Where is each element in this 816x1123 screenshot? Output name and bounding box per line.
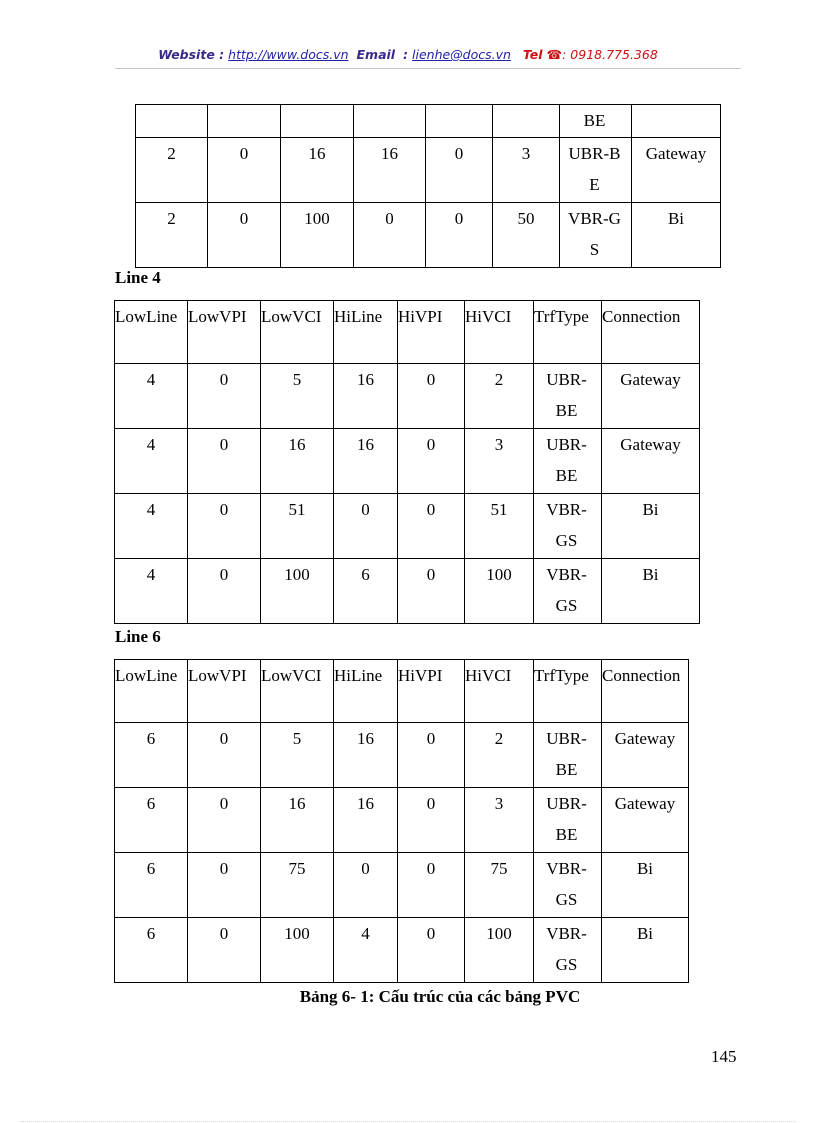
table-cell: 6: [115, 918, 188, 983]
table-cell: Bi: [602, 494, 700, 559]
pvc-table-continued: [135, 104, 721, 268]
table-cell: 0: [398, 723, 465, 788]
header-cell: HiLine: [334, 660, 398, 723]
table-cell: 6: [334, 559, 398, 624]
table-cell: 5: [261, 723, 334, 788]
header-cell: LowVPI: [188, 301, 261, 364]
table-cell: 16: [334, 429, 398, 494]
table-cell: Bi: [602, 853, 689, 918]
table-cell: UBR-BE: [534, 429, 602, 494]
table-cell: 16: [261, 429, 334, 494]
table-cell: 100: [281, 203, 354, 268]
email-separator: :: [403, 47, 409, 62]
table-cell: 0: [188, 559, 261, 624]
table-cell: 0: [426, 203, 493, 268]
table-row: [115, 723, 689, 788]
pvc-table-line4: [114, 300, 700, 624]
table-cell: 0: [208, 138, 281, 203]
table-cell: 2: [136, 138, 208, 203]
table-cell: 75: [465, 853, 534, 918]
line4-title: Line 4: [115, 268, 161, 287]
header-cell: LowLine: [115, 301, 188, 364]
header-cell: HiVPI: [398, 660, 465, 723]
table-row: [115, 788, 689, 853]
table-cell: [493, 105, 560, 138]
table-cell: 51: [465, 494, 534, 559]
pvc-table-line6: [114, 659, 689, 983]
table-cell: 0: [398, 494, 465, 559]
table-cell: 0: [398, 364, 465, 429]
header-cell: Connection: [602, 660, 689, 723]
table-cell: VBR-GS: [534, 559, 602, 624]
table-cell: VBR-GS: [534, 918, 602, 983]
table-cell: 0: [426, 138, 493, 203]
header-cell: HiVCI: [465, 660, 534, 723]
table-cell: UBR-BE: [534, 364, 602, 429]
header-row: [115, 660, 689, 723]
table-cell: Gateway: [602, 429, 700, 494]
table-row: [115, 429, 700, 494]
website-label: Website :: [158, 47, 225, 62]
table-cell: Bi: [602, 559, 700, 624]
table-cell: 0: [334, 853, 398, 918]
table-cell: 16: [334, 364, 398, 429]
header-row: [115, 301, 700, 364]
table-row: [115, 494, 700, 559]
table-cell: 4: [115, 559, 188, 624]
table-cell: 0: [188, 788, 261, 853]
table-cell: Bi: [602, 918, 689, 983]
table-cell: 16: [281, 138, 354, 203]
table-cell: 0: [188, 494, 261, 559]
tel-label: Tel: [522, 47, 543, 62]
header-cell: LowVCI: [261, 660, 334, 723]
table-cell: 0: [188, 918, 261, 983]
table-cell: [281, 105, 354, 138]
table-row: [136, 138, 721, 203]
table-cell: 100: [261, 918, 334, 983]
table-cell: 0: [188, 853, 261, 918]
line6-title: Line 6: [115, 627, 161, 646]
table-row: [115, 853, 689, 918]
table-cell: 0: [208, 203, 281, 268]
table-cell: 4: [115, 429, 188, 494]
table-caption: Bảng 6- 1: Cấu trúc của các bảng PVC: [299, 987, 581, 1006]
table-cell: 6: [115, 723, 188, 788]
table-cell: 0: [398, 788, 465, 853]
table-cell: VBR-GS: [534, 853, 602, 918]
header-cell: HiVPI: [398, 301, 465, 364]
table-cell: 4: [115, 364, 188, 429]
table-cell: 3: [465, 788, 534, 853]
header-cell: HiLine: [334, 301, 398, 364]
table-cell: VBR-GS: [560, 203, 632, 268]
table-cell: Gateway: [602, 364, 700, 429]
table-cell: [354, 105, 426, 138]
table-cell: 2: [465, 723, 534, 788]
table-cell: 100: [261, 559, 334, 624]
table-cell: 51: [261, 494, 334, 559]
table-cell: VBR-GS: [534, 494, 602, 559]
table-cell: 0: [188, 364, 261, 429]
table-cell: 3: [493, 138, 560, 203]
table-row: [115, 364, 700, 429]
table-cell: 0: [188, 429, 261, 494]
table-row: [115, 559, 700, 624]
table-cell: 0: [334, 494, 398, 559]
table-cell: 0: [354, 203, 426, 268]
table-cell: [426, 105, 493, 138]
table-cell: 4: [115, 494, 188, 559]
table-cell: 0: [398, 853, 465, 918]
table-cell: 0: [398, 559, 465, 624]
header-cell: HiVCI: [465, 301, 534, 364]
table-cell: 16: [334, 723, 398, 788]
table-cell: 100: [465, 559, 534, 624]
table-row: [115, 918, 689, 983]
table-cell: 16: [261, 788, 334, 853]
table-cell: 2: [136, 203, 208, 268]
header-cell: LowVPI: [188, 660, 261, 723]
table-row: [136, 105, 721, 138]
header-divider: [115, 68, 741, 69]
table-cell: 0: [188, 723, 261, 788]
table-cell: 6: [115, 853, 188, 918]
table-cell: [632, 105, 721, 138]
table-cell: 0: [398, 429, 465, 494]
table-cell: UBR-BE: [534, 788, 602, 853]
email-label: Email: [356, 47, 396, 62]
header-cell: LowVCI: [261, 301, 334, 364]
table-cell: 3: [465, 429, 534, 494]
header-cell: LowLine: [115, 660, 188, 723]
table-cell: 75: [261, 853, 334, 918]
table-cell: 6: [115, 788, 188, 853]
table-cell: 2: [465, 364, 534, 429]
header-cell: Connection: [602, 301, 700, 364]
table-cell: 0: [398, 918, 465, 983]
table-row: [136, 203, 721, 268]
page-number: 145: [711, 1047, 737, 1066]
table-cell: 4: [334, 918, 398, 983]
website-link[interactable]: http://www.docs.vn: [228, 47, 349, 62]
table-cell: UBR-BE: [534, 723, 602, 788]
table-cell: 100: [465, 918, 534, 983]
table-cell: 16: [354, 138, 426, 203]
header-cell: TrfType: [534, 301, 602, 364]
table-cell: 5: [261, 364, 334, 429]
tel-number: : 0918.775.368: [562, 47, 658, 62]
table-cell: 50: [493, 203, 560, 268]
email-link[interactable]: lienhe@docs.vn: [412, 47, 511, 62]
page-header: [0, 47, 816, 62]
table-cell: [136, 105, 208, 138]
table-cell: 16: [334, 788, 398, 853]
phone-icon: ☎: [546, 47, 563, 62]
table-cell: UBR-BE: [560, 138, 632, 203]
header-cell: TrfType: [534, 660, 602, 723]
table-cell: Gateway: [602, 723, 689, 788]
table-cell: BE: [560, 105, 632, 138]
table-cell: Gateway: [632, 138, 721, 203]
table-cell: Bi: [632, 203, 721, 268]
table-cell: [208, 105, 281, 138]
table-cell: Gateway: [602, 788, 689, 853]
footer-divider: [20, 1121, 796, 1122]
